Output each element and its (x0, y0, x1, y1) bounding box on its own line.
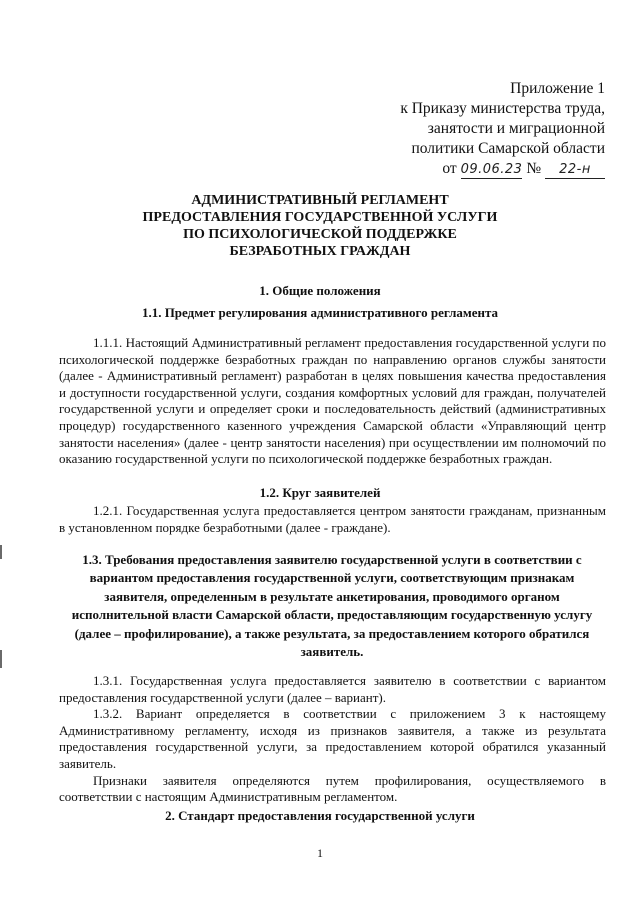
handwritten-number: 22-н (545, 162, 605, 179)
appendix-region: политики Самарской области (411, 140, 605, 157)
document-title: АДМИНИСТРАТИВНЫЙ РЕГЛАМЕНТ ПРЕДОСТАВЛЕНИЯ ГОСУДАРСТВЕННОЙ УСЛУГИ ПО ПСИХОЛОГИЧЕСКОЙ ПОДДЕРЖКЕ БЕЗРАБОТНЫХ ГРАЖДАН (142, 193, 498, 259)
subsection-heading-1-2: 1.2. Круг заявителей (259, 485, 381, 500)
section-heading-1: 1. Общие положения (259, 283, 381, 298)
section-heading-2: 2. Стандарт предоставления государственной услуги (165, 808, 475, 823)
subsection-heading-1-1: 1.1. Предмет регулирования административного регламента (141, 305, 499, 320)
scan-artifact (0, 650, 2, 668)
handwritten-date: 09.06.23 (460, 162, 523, 177)
appendix-order: к Приказу министерства труда, (400, 100, 605, 117)
paragraph-1-2-1: 1.2.1. Государственная услуга предоставляется центром занятости гражданам, признанным в установленном порядке безработными (далее - граждане). (59, 503, 606, 535)
scan-artifact (0, 545, 2, 559)
appendix-ministry: занятости и миграционной (427, 120, 605, 137)
page-number: 1 (317, 846, 323, 860)
subsection-heading-1-3: 1.3. Требования предоставления заявителю государственной услуги в соответствии с вариантом предоставления государственной услуги, соответствующим признакам заявителя, определенным в результате анкетирования, проводимого органом исполнительной власти Самарской области, предоставляющим государственную услугу (далее – профилирование), а также результата, за предоставлением которого обратился заявитель. (71, 552, 593, 660)
order-date-number: от 09.06.23 № 22-н (400, 159, 605, 179)
paragraphs-1-3: 1.3.1. Государственная услуга предоставляется заявителю в соответствии с вариантом предоставления государственной услуги (далее – вариант). 1.3.2. Вариант определяется в соответствии с приложением 3 к настоящему Административному регламенту, исходя из признаков заявителя, а также из результата предоставления государственной услуги, за предоставлением которой обратился указанный заявитель. Признаки заявителя определяются путем профилирования, осуществляемого в соответствии с настоящим Административным регламентом. (59, 673, 606, 805)
appendix-header (400, 79, 605, 179)
paragraph-1-1-1: 1.1.1. Настоящий Административный регламент предоставления государственной услуги по психологической поддержке безработных граждан по направлению органов службы занятости (далее - Административный регламент) разработан в целях повышения качества предоставления и доступности государственной услуги, создания комфортных условий для граждан, получателей государственной услуги и определяет сроки и последовательность действий (административных процедур) государственного казенного учреждения Самарской области «Управляющий центр занятости населения» (далее - центр занятости населения) при осуществлении им полномочий по оказанию государственной услуги по психологической поддержке безработных граждан. (59, 335, 606, 467)
appendix-number: Приложение 1 (510, 80, 605, 97)
